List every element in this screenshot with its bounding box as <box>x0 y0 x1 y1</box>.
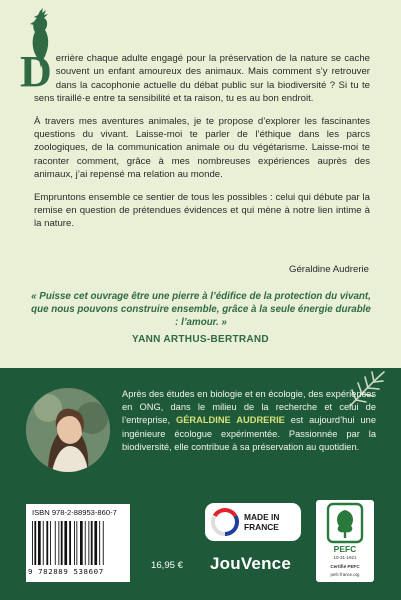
isbn-barcode-box <box>26 504 130 582</box>
intro-paragraph-1-text: errière chaque adulte engagé pour la préservation de la nature se cache souvent un enfant amoureux des animaux. Mais comment s’y retrouver dans la cacophonie actuelle du débat public sur la biodiversité ? Si tu te sens tiraillé·e entre ta sensibilité et ta raison, tu es au bon endroit. <box>34 53 370 105</box>
author-biography <box>122 388 376 454</box>
endorsement-author: YANN ARTHUS-BERTRAND <box>132 334 269 345</box>
french-flag-circle-icon <box>210 507 240 537</box>
intro-paragraph-3: Empruntons ensemble ce sentier de tous les possibles : celui qui débute par la remise en question de prétendues évidences et qui mène à notre lien intime à la nature. <box>34 191 370 230</box>
pefc-tree-icon <box>316 500 374 544</box>
drop-cap: D <box>20 47 52 96</box>
pefc-certified-text: Certifié PEFC <box>330 564 360 569</box>
portrait-photo <box>26 388 110 472</box>
pefc-certification-badge <box>316 500 374 582</box>
made-in-france-line-1: MADE IN <box>244 512 280 522</box>
bio-text-start: Après des études en biologie et en écologie, des expériences en ONG, dans le milieu de la recherche et celui de l’entreprise, <box>122 389 376 426</box>
author-portrait <box>26 388 110 472</box>
bio-text-end: est aujourd’hui une ingénieure écologue expérimentée. Passionnée par la biodiversité, elle contribue à sa préservation au quotidien. <box>122 415 377 452</box>
endorsement-quote: « Puisse cet ouvrage être une pierre à l’édifice de la protection du vivant, que nous pouvons construire ensemble, grâce à la seule énergie durable : l’amour. » <box>31 291 371 328</box>
pefc-label: PEFC <box>333 544 357 554</box>
barcode-bars <box>32 521 124 565</box>
intro-paragraph-1 <box>20 47 370 106</box>
isbn-number: ISBN 978-2-88953-860-7 <box>32 508 117 517</box>
publisher-logo: JouVence <box>210 554 291 573</box>
intro-paragraph-2: À travers mes aventures animales, je te propose d’explorer les fascinantes questions du vivant. Laisse-moi te parler de l’éthique dans les parcs zoologiques, de la communication animale ou du végétarisme. Laisse-moi te raconter comment, grâce à mes nombreuses expériences auprès des animaux, j’ai repensé ma relation au monde. <box>34 115 370 181</box>
barcode-digits: 9 782889 538607 <box>28 567 104 576</box>
pefc-url: pefc-france.org <box>330 572 360 577</box>
made-in-france-line-2: FRANCE <box>244 522 279 532</box>
bio-author-name: GÉRALDINE AUDRERIE <box>175 415 285 426</box>
pefc-code: 10-31-1921 <box>333 555 357 560</box>
price-label: 16,95 € <box>151 560 184 571</box>
made-in-france-text <box>244 512 279 532</box>
made-in-france-badge <box>205 503 301 541</box>
intro-text <box>20 47 370 240</box>
author-signature: Géraldine Audrerie <box>289 264 369 275</box>
